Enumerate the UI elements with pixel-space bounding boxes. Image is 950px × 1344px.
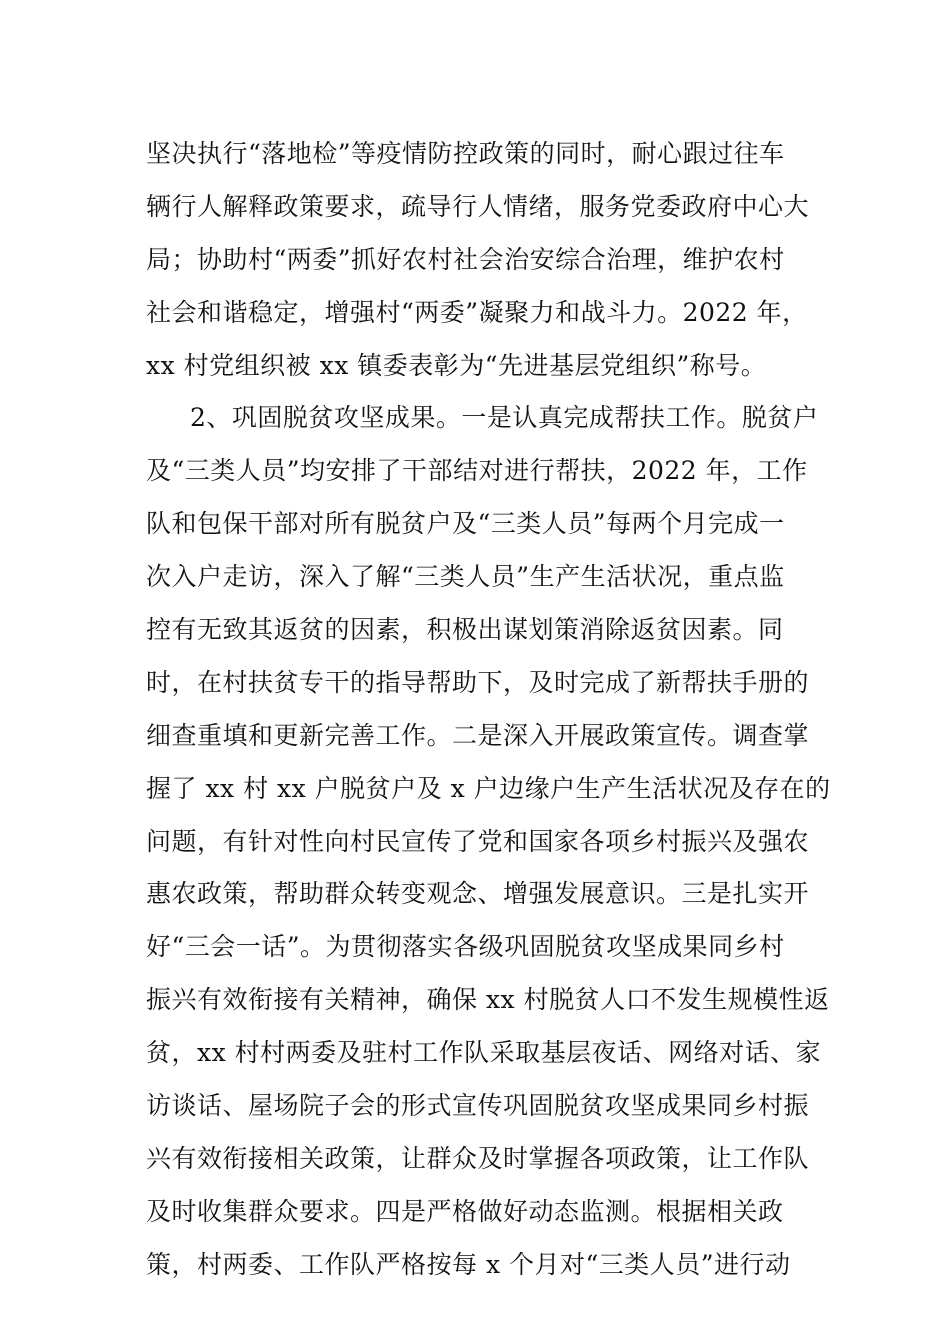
text-line: 控有无致其返贫的因素，积极出谋划策消除返贫因素。同: [146, 615, 784, 645]
text-line: 细查重填和更新完善工作。二是深入开展政策宣传。调查掌: [146, 720, 810, 750]
text-line: 次入户走访，深入了解“三类人员”生产生活状况，重点监: [146, 562, 785, 592]
text-line: 社会和谐稳定，增强村“两委”凝聚力和战斗力。2022 年，: [146, 297, 808, 327]
text-line: 时，在村扶贫专干的指导帮助下，及时完成了新帮扶手册的: [146, 667, 810, 697]
text-line: 贫，xx 村村两委及驻村工作队采取基层夜话、网络对话、家: [146, 1038, 822, 1068]
text-line: 兴有效衔接相关政策，让群众及时掌握各项政策，让工作队: [146, 1143, 810, 1173]
text-line: 问题，有针对性向村民宣传了党和国家各项乡村振兴及强农: [146, 826, 810, 856]
paragraph-start-line: 2、巩固脱贫攻坚成果。一是认真完成帮扶工作。脱贫户: [190, 403, 819, 433]
text-line: 队和包保干部对所有脱贫户及“三类人员”每两个月完成一: [146, 509, 785, 539]
text-line: 握了 xx 村 xx 户脱贫户及 x 户边缘户生产生活状况及存在的: [146, 773, 831, 803]
text-line: xx 村党组织被 xx 镇委表彰为“先进基层党组织”称号。: [146, 350, 767, 380]
text-line: 及“三类人员”均安排了干部结对进行帮扶，2022 年，工作: [146, 456, 808, 486]
text-line: 坚决执行“落地检”等疫情防控政策的同时，耐心跟过往车: [146, 139, 785, 168]
text-line: 访谈话、屋场院子会的形式宣传巩固脱贫攻坚成果同乡村振: [146, 1091, 810, 1121]
text-line: 好“三会一话”。为贯彻落实各级巩固脱贫攻坚成果同乡村: [146, 932, 785, 962]
text-line: 局；协助村“两委”抓好农村社会治安综合治理，维护农村: [146, 244, 785, 274]
body-text: [146, 128, 831, 1292]
text-line: 及时收集群众要求。四是严格做好动态监测。根据相关政: [146, 1196, 784, 1226]
text-line: 策，村两委、工作队严格按每 x 个月对“三类人员”进行动: [146, 1249, 791, 1279]
text-line: 惠农政策，帮助群众转变观念、增强发展意识。三是扎实开: [146, 879, 810, 909]
text-line: 辆行人解释政策要求，疏导行人情绪，服务党委政府中心大: [146, 191, 810, 221]
text-line: 振兴有效衔接有关精神，确保 xx 村脱贫人口不发生规模性返: [146, 985, 830, 1015]
